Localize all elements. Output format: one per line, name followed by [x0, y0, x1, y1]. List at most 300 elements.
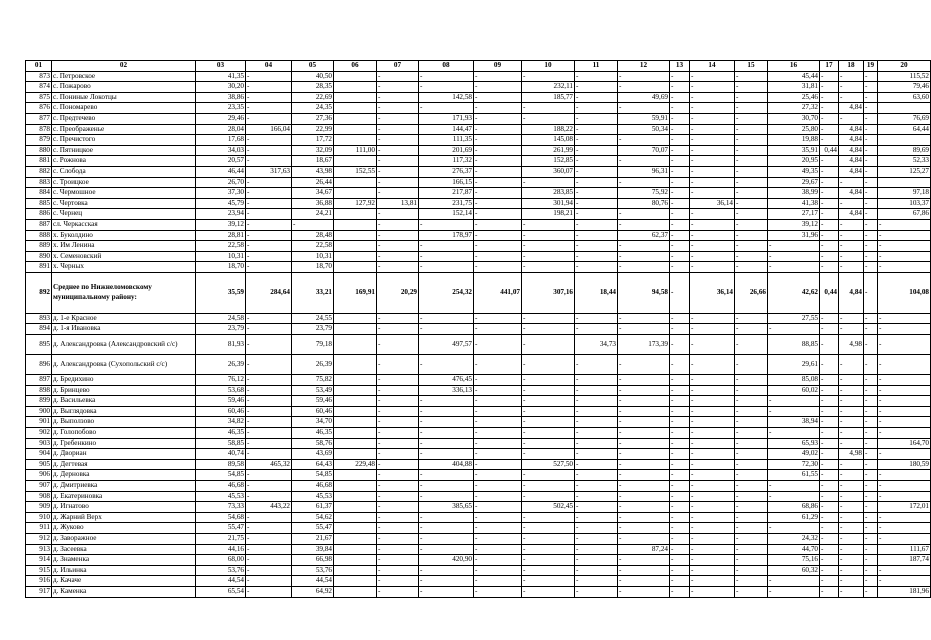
- value-cell: -: [839, 512, 864, 523]
- value-cell: -: [735, 71, 768, 82]
- value-cell: 19,88: [768, 135, 820, 146]
- value-cell: 68,86: [768, 502, 820, 513]
- value-cell: -: [735, 219, 768, 230]
- value-cell: -: [735, 544, 768, 555]
- value-cell: -: [377, 544, 419, 555]
- table-row: [26, 145, 931, 156]
- value-cell: [334, 481, 377, 492]
- value-cell: 502,45: [522, 502, 575, 513]
- value-cell: -: [522, 324, 575, 335]
- value-cell: -: [670, 156, 690, 167]
- value-cell: 27,17: [768, 209, 820, 220]
- value-cell: -: [246, 324, 292, 335]
- value-cell: [334, 406, 377, 417]
- value-cell: 4,98: [839, 335, 864, 355]
- value-cell: 38,86: [196, 92, 246, 103]
- value-cell: -: [690, 92, 735, 103]
- table-row: [26, 502, 931, 513]
- value-cell: -: [377, 124, 419, 135]
- value-cell: -: [839, 92, 864, 103]
- value-cell: -: [246, 219, 292, 230]
- value-cell: -: [878, 491, 931, 502]
- value-cell: -: [575, 166, 618, 177]
- value-cell: -: [377, 82, 419, 93]
- value-cell: 441,07: [474, 272, 522, 313]
- value-cell: -: [474, 82, 522, 93]
- row-number: 911: [26, 523, 52, 534]
- row-number: 896: [26, 355, 52, 375]
- value-cell: -: [522, 428, 575, 439]
- value-cell: [334, 523, 377, 534]
- table-row: [26, 406, 931, 417]
- value-cell: -: [735, 209, 768, 220]
- value-cell: -: [522, 481, 575, 492]
- value-cell: -: [820, 470, 839, 481]
- row-number: 901: [26, 417, 52, 428]
- value-cell: 41,38: [768, 198, 820, 209]
- settlement-name: д. Выглядовка: [52, 406, 196, 417]
- value-cell: -: [670, 71, 690, 82]
- value-cell: [334, 576, 377, 587]
- value-cell: [334, 491, 377, 502]
- value-cell: 497,57: [419, 335, 474, 355]
- value-cell: -: [618, 251, 670, 262]
- value-cell: -: [878, 262, 931, 273]
- value-cell: 198,21: [522, 209, 575, 220]
- value-cell: 307,16: [522, 272, 575, 313]
- value-cell: -: [820, 313, 839, 324]
- value-cell: -: [670, 555, 690, 566]
- table-row: [26, 198, 931, 209]
- value-cell: -: [575, 417, 618, 428]
- value-cell: -: [474, 230, 522, 241]
- value-cell: -: [690, 396, 735, 407]
- value-cell: -: [246, 533, 292, 544]
- table-row: [26, 82, 931, 93]
- value-cell: [334, 396, 377, 407]
- value-cell: -: [735, 124, 768, 135]
- value-cell: -: [246, 428, 292, 439]
- value-cell: -: [768, 324, 820, 335]
- value-cell: -: [618, 565, 670, 576]
- value-cell: -: [735, 396, 768, 407]
- value-cell: -: [690, 523, 735, 534]
- value-cell: -: [575, 385, 618, 396]
- value-cell: -: [522, 555, 575, 566]
- value-cell: -: [575, 241, 618, 252]
- value-cell: -: [864, 177, 878, 188]
- value-cell: 217,87: [419, 188, 474, 199]
- value-cell: -: [820, 241, 839, 252]
- column-header: 09: [474, 61, 522, 72]
- value-cell: -: [690, 103, 735, 114]
- value-cell: -: [377, 512, 419, 523]
- value-cell: -: [377, 355, 419, 375]
- value-cell: -: [735, 145, 768, 156]
- value-cell: -: [575, 523, 618, 534]
- value-cell: -: [474, 219, 522, 230]
- row-number: 886: [26, 209, 52, 220]
- value-cell: -: [820, 166, 839, 177]
- table-row: [26, 313, 931, 324]
- value-cell: -: [690, 324, 735, 335]
- value-cell: -: [522, 438, 575, 449]
- value-cell: 34,03: [196, 145, 246, 156]
- value-cell: 29,61: [768, 355, 820, 375]
- value-cell: -: [419, 324, 474, 335]
- value-cell: -: [820, 385, 839, 396]
- value-cell: -: [246, 396, 292, 407]
- value-cell: -: [474, 481, 522, 492]
- value-cell: -: [820, 459, 839, 470]
- settlement-name: х. Им Ленина: [52, 241, 196, 252]
- value-cell: 67,86: [878, 209, 931, 220]
- value-cell: 420,90: [419, 555, 474, 566]
- value-cell: [878, 177, 931, 188]
- value-cell: -: [670, 230, 690, 241]
- value-cell: -: [246, 135, 292, 146]
- value-cell: -: [839, 438, 864, 449]
- value-cell: -: [670, 533, 690, 544]
- value-cell: -: [690, 355, 735, 375]
- settlement-name: с. Пятницкое: [52, 145, 196, 156]
- value-cell: -: [522, 417, 575, 428]
- value-cell: -: [878, 428, 931, 439]
- value-cell: -: [690, 565, 735, 576]
- row-number: 895: [26, 335, 52, 355]
- value-cell: -: [839, 491, 864, 502]
- value-cell: -: [690, 449, 735, 460]
- column-header: 12: [618, 61, 670, 72]
- value-cell: -: [618, 523, 670, 534]
- value-cell: -: [670, 417, 690, 428]
- value-cell: -: [474, 533, 522, 544]
- value-cell: 76,69: [878, 113, 931, 124]
- value-cell: -: [864, 324, 878, 335]
- settlement-name: с. Пониные Локотцы: [52, 92, 196, 103]
- value-cell: -: [820, 251, 839, 262]
- settlement-name: с. Петровское: [52, 71, 196, 82]
- value-cell: -: [878, 355, 931, 375]
- value-cell: -: [474, 449, 522, 460]
- value-cell: -: [575, 355, 618, 375]
- value-cell: [334, 375, 377, 386]
- value-cell: -: [522, 355, 575, 375]
- value-cell: -: [419, 406, 474, 417]
- table-row: [26, 417, 931, 428]
- value-cell: 63,60: [878, 92, 931, 103]
- table-row: [26, 459, 931, 470]
- value-cell: -: [522, 230, 575, 241]
- value-cell: 43,69: [292, 449, 334, 460]
- settlement-name: с. Чернец: [52, 209, 196, 220]
- value-cell: -: [575, 177, 618, 188]
- value-cell: -: [820, 544, 839, 555]
- value-cell: 201,69: [419, 145, 474, 156]
- value-cell: -: [735, 177, 768, 188]
- value-cell: 59,91: [618, 113, 670, 124]
- value-cell: -: [670, 544, 690, 555]
- row-number: 878: [26, 124, 52, 135]
- value-cell: -: [690, 124, 735, 135]
- value-cell: -: [618, 406, 670, 417]
- value-cell: -: [377, 92, 419, 103]
- value-cell: 54,85: [196, 470, 246, 481]
- value-cell: -: [864, 385, 878, 396]
- value-cell: [334, 565, 377, 576]
- value-cell: -: [522, 586, 575, 597]
- value-cell: -: [820, 219, 839, 230]
- value-cell: -: [690, 156, 735, 167]
- value-cell: -: [735, 533, 768, 544]
- value-cell: -: [618, 177, 670, 188]
- value-cell: -: [618, 82, 670, 93]
- value-cell: 336,13: [419, 385, 474, 396]
- value-cell: -: [618, 313, 670, 324]
- value-cell: -: [522, 396, 575, 407]
- settlement-name: д. Жуково: [52, 523, 196, 534]
- value-cell: -: [735, 385, 768, 396]
- value-cell: -: [735, 417, 768, 428]
- column-header: 16: [768, 61, 820, 72]
- value-cell: -: [670, 502, 690, 513]
- value-cell: -: [522, 576, 575, 587]
- value-cell: -: [474, 502, 522, 513]
- value-cell: -: [575, 209, 618, 220]
- value-cell: 27,36: [292, 113, 334, 124]
- settlement-name: д. Дмитриевка: [52, 481, 196, 492]
- value-cell: -: [474, 251, 522, 262]
- value-cell: -: [522, 113, 575, 124]
- value-cell: -: [377, 438, 419, 449]
- value-cell: -: [735, 92, 768, 103]
- value-cell: 0,44: [820, 145, 839, 156]
- value-cell: 64,44: [878, 124, 931, 135]
- value-cell: 4,84: [839, 156, 864, 167]
- value-cell: -: [474, 188, 522, 199]
- value-cell: [334, 230, 377, 241]
- value-cell: -: [474, 103, 522, 114]
- value-cell: -: [575, 449, 618, 460]
- value-cell: 42,62: [768, 272, 820, 313]
- value-cell: -: [618, 417, 670, 428]
- value-cell: 33,21: [292, 272, 334, 313]
- value-cell: -: [377, 313, 419, 324]
- value-cell: -: [419, 241, 474, 252]
- value-cell: -: [670, 92, 690, 103]
- value-cell: 64,92: [292, 586, 334, 597]
- value-cell: -: [820, 156, 839, 167]
- value-cell: 41,35: [196, 71, 246, 82]
- value-cell: 166,15: [419, 177, 474, 188]
- value-cell: -: [474, 555, 522, 566]
- value-cell: -: [864, 417, 878, 428]
- row-number: 906: [26, 470, 52, 481]
- value-cell: -: [735, 438, 768, 449]
- value-cell: -: [419, 219, 474, 230]
- value-cell: -: [377, 417, 419, 428]
- value-cell: -: [864, 375, 878, 386]
- value-cell: -: [575, 438, 618, 449]
- document-sheet: [25, 60, 929, 598]
- value-cell: -: [690, 262, 735, 273]
- value-cell: 46,35: [196, 428, 246, 439]
- value-cell: 96,31: [618, 166, 670, 177]
- value-cell: -: [864, 586, 878, 597]
- value-cell: -: [735, 262, 768, 273]
- value-cell: -: [246, 406, 292, 417]
- value-cell: -: [575, 251, 618, 262]
- value-cell: -: [670, 262, 690, 273]
- value-cell: -: [246, 449, 292, 460]
- value-cell: 164,70: [878, 438, 931, 449]
- value-cell: 30,70: [768, 113, 820, 124]
- value-cell: 43,98: [292, 166, 334, 177]
- value-cell: -: [618, 459, 670, 470]
- value-cell: -: [670, 219, 690, 230]
- table-row: [26, 124, 931, 135]
- value-cell: -: [474, 576, 522, 587]
- value-cell: 61,29: [768, 512, 820, 523]
- value-cell: -: [820, 82, 839, 93]
- value-cell: -: [377, 385, 419, 396]
- value-cell: 178,97: [419, 230, 474, 241]
- value-cell: -: [670, 586, 690, 597]
- table-row: [26, 544, 931, 555]
- value-cell: -: [690, 335, 735, 355]
- settlement-name: д. Бредихино: [52, 375, 196, 386]
- row-number: 883: [26, 177, 52, 188]
- value-cell: -: [670, 82, 690, 93]
- value-cell: -: [575, 481, 618, 492]
- value-cell: -: [575, 230, 618, 241]
- value-cell: -: [820, 481, 839, 492]
- value-cell: -: [522, 241, 575, 252]
- value-cell: -: [670, 177, 690, 188]
- value-cell: -: [575, 406, 618, 417]
- row-number: 903: [26, 438, 52, 449]
- value-cell: -: [864, 188, 878, 199]
- value-cell: -: [246, 103, 292, 114]
- value-cell: -: [474, 241, 522, 252]
- value-cell: -: [246, 481, 292, 492]
- value-cell: -: [864, 481, 878, 492]
- value-cell: -: [474, 355, 522, 375]
- row-number: 875: [26, 92, 52, 103]
- value-cell: 169,91: [334, 272, 377, 313]
- value-cell: -: [878, 533, 931, 544]
- value-cell: 32,09: [292, 145, 334, 156]
- value-cell: -: [690, 166, 735, 177]
- value-cell: -: [474, 491, 522, 502]
- row-number: 881: [26, 156, 52, 167]
- value-cell: -: [670, 124, 690, 135]
- value-cell: [334, 219, 377, 230]
- value-cell: -: [735, 355, 768, 375]
- value-cell: -: [246, 230, 292, 241]
- value-cell: -: [690, 555, 735, 566]
- value-cell: -: [839, 113, 864, 124]
- value-cell: 44,70: [768, 544, 820, 555]
- value-cell: 34,73: [575, 335, 618, 355]
- value-cell: 4,98: [839, 449, 864, 460]
- value-cell: 232,11: [522, 82, 575, 93]
- settlement-name: д. Ильинка: [52, 565, 196, 576]
- value-cell: -: [735, 449, 768, 460]
- value-cell: -: [735, 555, 768, 566]
- value-cell: -: [820, 113, 839, 124]
- value-cell: -: [246, 438, 292, 449]
- value-cell: 38,99: [768, 188, 820, 199]
- value-cell: -: [246, 113, 292, 124]
- value-cell: -: [246, 209, 292, 220]
- value-cell: -: [246, 156, 292, 167]
- value-cell: -: [419, 262, 474, 273]
- value-cell: 97,18: [878, 188, 931, 199]
- value-cell: -: [820, 335, 839, 355]
- row-number: 902: [26, 428, 52, 439]
- value-cell: 171,93: [419, 113, 474, 124]
- value-cell: 22,58: [196, 241, 246, 252]
- value-cell: -: [522, 177, 575, 188]
- value-cell: -: [575, 262, 618, 273]
- value-cell: -: [735, 428, 768, 439]
- table-row: [26, 586, 931, 597]
- value-cell: 81,93: [196, 335, 246, 355]
- value-cell: -: [618, 396, 670, 407]
- value-cell: -: [864, 459, 878, 470]
- value-cell: 46,68: [292, 481, 334, 492]
- value-cell: -: [690, 313, 735, 324]
- settlement-name: х. Семеновский: [52, 251, 196, 262]
- value-cell: -: [878, 449, 931, 460]
- value-cell: [334, 544, 377, 555]
- value-cell: [334, 124, 377, 135]
- value-cell: -: [820, 124, 839, 135]
- row-number: 914: [26, 555, 52, 566]
- value-cell: -: [864, 428, 878, 439]
- value-cell: -: [474, 135, 522, 146]
- table-row: [26, 324, 931, 335]
- value-cell: 20,95: [768, 156, 820, 167]
- value-cell: -: [864, 82, 878, 93]
- value-cell: 23,79: [292, 324, 334, 335]
- value-cell: 173,39: [618, 335, 670, 355]
- value-cell: [334, 428, 377, 439]
- value-cell: -: [820, 71, 839, 82]
- value-cell: -: [618, 156, 670, 167]
- value-cell: -: [618, 470, 670, 481]
- row-number: 900: [26, 406, 52, 417]
- value-cell: -: [474, 459, 522, 470]
- value-cell: 24,58: [196, 313, 246, 324]
- value-cell: -: [474, 71, 522, 82]
- value-cell: -: [864, 523, 878, 534]
- value-cell: 44,54: [292, 576, 334, 587]
- value-cell: 26,66: [735, 272, 768, 313]
- value-cell: -: [839, 71, 864, 82]
- value-cell: -: [735, 103, 768, 114]
- value-cell: -: [878, 523, 931, 534]
- value-cell: -: [575, 470, 618, 481]
- value-cell: -: [820, 188, 839, 199]
- value-cell: -: [474, 124, 522, 135]
- value-cell: 26,44: [292, 177, 334, 188]
- row-number: 907: [26, 481, 52, 492]
- value-cell: -: [864, 438, 878, 449]
- value-cell: 26,39: [292, 355, 334, 375]
- value-cell: -: [690, 188, 735, 199]
